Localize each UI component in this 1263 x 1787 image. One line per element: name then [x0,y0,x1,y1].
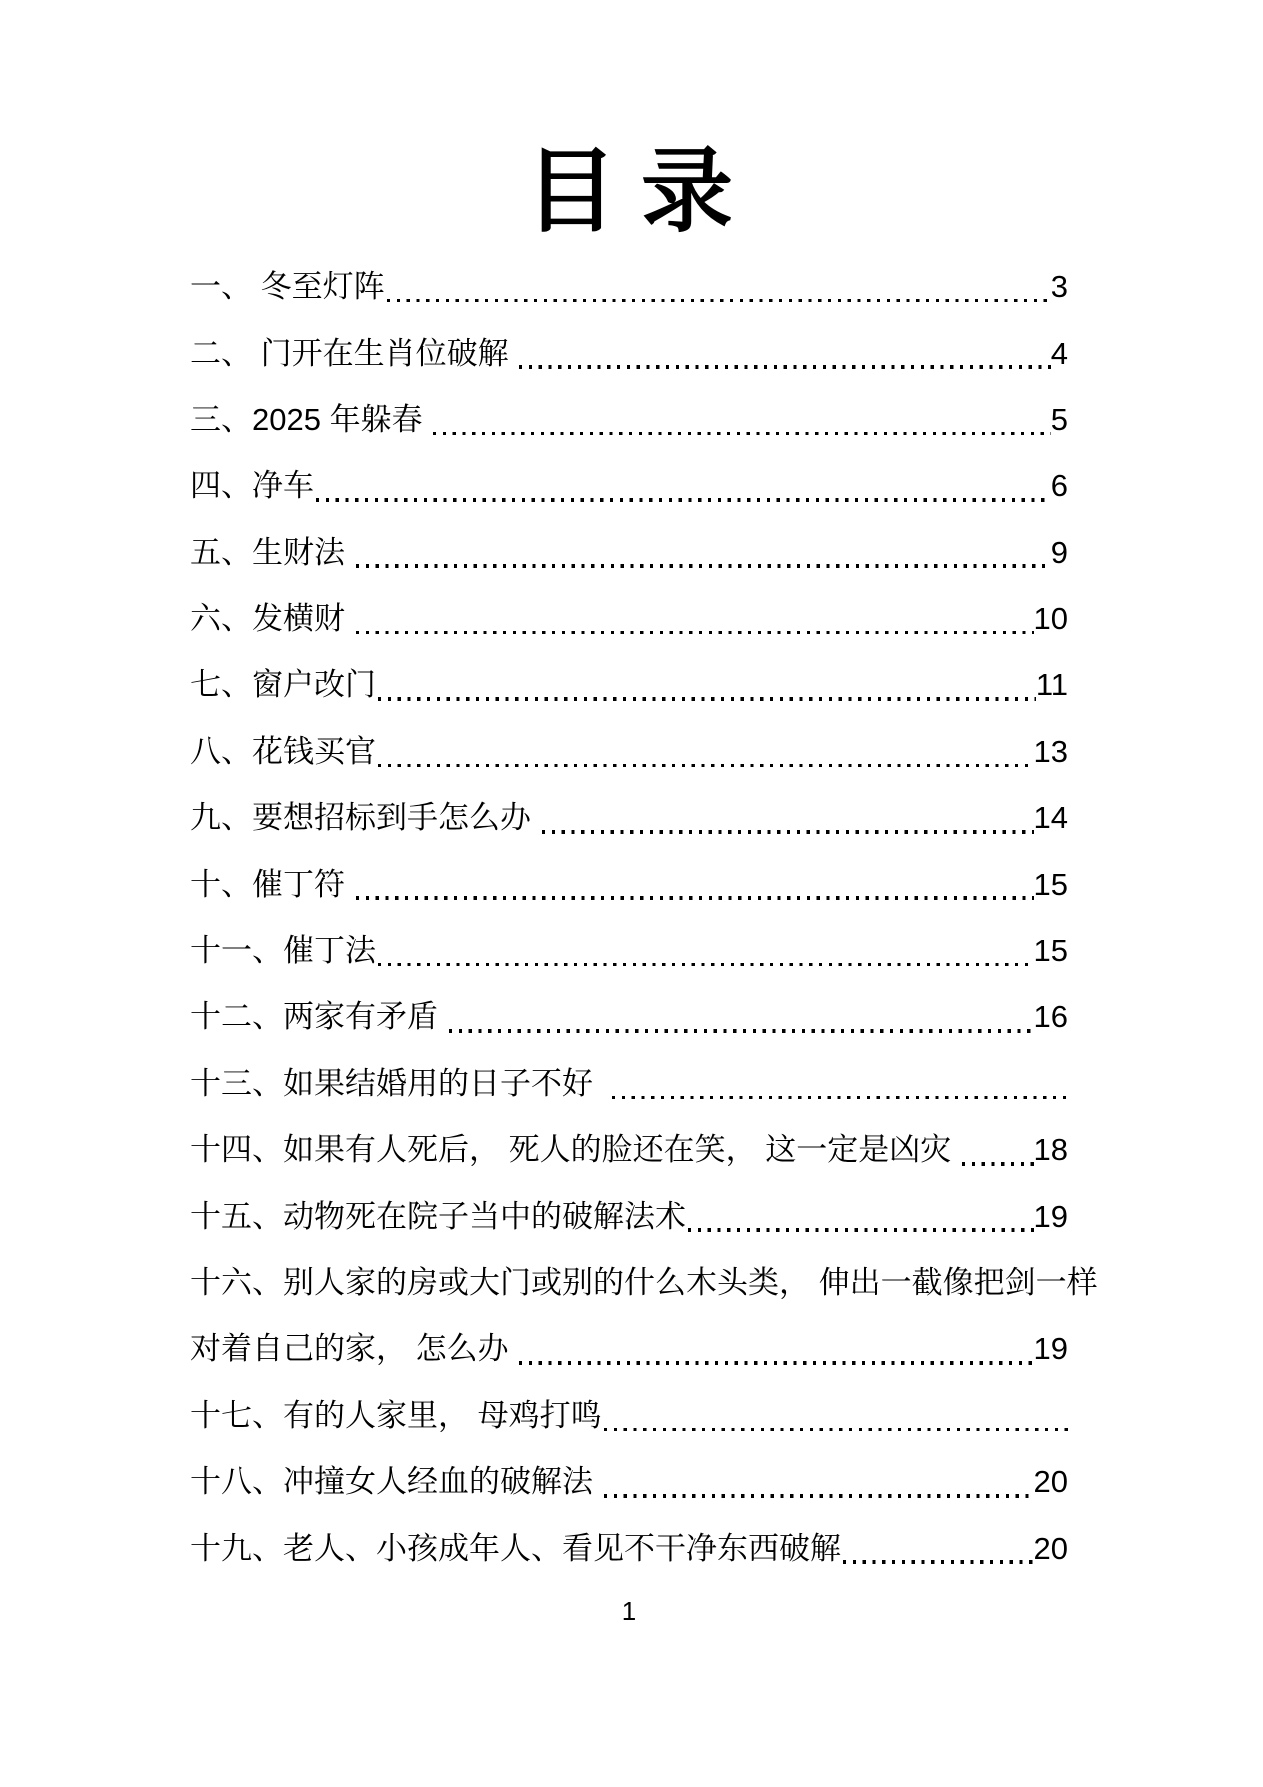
toc-leader-dots [387,299,1051,303]
toc-leader-dots [843,1560,1034,1564]
toc-entry [190,1250,1098,1316]
toc-entry-label: 五、生财法 [190,534,354,570]
toc-page-number: 4 [1050,335,1068,371]
page-footer-number: 1 [621,1595,637,1626]
toc-leader-dots [433,432,1051,436]
toc-entry-label: 三、2025 年躲春 [190,401,432,437]
toc-leader-dots [962,1162,1034,1166]
toc-page-number: 15 [1033,866,1068,902]
toc-entry-label: 二、 门开在生肖位破解 [190,335,518,371]
toc-entry [190,1051,1068,1117]
toc-entry-label: 九、要想招标到手怎么办 [190,800,540,836]
toc-entry [190,1117,1068,1183]
toc-entry-label: 十六、别人家的房或大门或别的什么木头类， 伸出一截像把剑一样 [190,1265,1098,1300]
toc-entry [190,586,1068,652]
toc-leader-dots [604,1428,1068,1432]
toc-entry-label: 一、 冬至灯阵 [190,269,385,305]
toc-leader-dots [604,1494,1034,1498]
toc-entry-label: 十九、老人、小孩成年人、看见不干净东西破解 [190,1530,841,1566]
toc-leader-dots [688,1228,1034,1232]
toc-entry-label: 对着自己的家， 怎么办 [190,1331,518,1367]
toc-entry [190,1449,1068,1515]
toc-leader-dots [378,764,1034,768]
toc-entry [190,1515,1068,1581]
toc-page-number: 11 [1035,667,1068,703]
toc-entry [190,320,1068,386]
toc-page-number: 16 [1033,999,1068,1035]
toc-entry-label: 十七、有的人家里， 母鸡打鸣 [190,1397,602,1433]
toc-page-number: 18 [1033,1132,1068,1168]
toc-entry [190,852,1068,918]
toc-entry-label: 十、催丁符 [190,866,354,902]
toc-entry-label: 七、窗户改门 [190,667,376,703]
toc-entry-label: 四、净车 [190,468,314,504]
toc-page-number: 5 [1050,401,1068,437]
toc-entry [190,719,1068,785]
toc-leader-dots [612,1096,1068,1100]
toc-entry [190,1383,1068,1449]
toc-page-number: 15 [1033,933,1068,969]
toc-entry [190,984,1068,1050]
toc-entry-label: 十三、如果结婚用的日子不好 [190,1065,611,1101]
toc-entry [190,254,1068,320]
toc-page-number: 13 [1033,733,1068,769]
toc-page-number: 19 [1033,1198,1068,1234]
toc-entry-label: 十五、动物死在院子当中的破解法术 [190,1198,686,1234]
toc-leader-dots [356,564,1051,568]
toc-leader-dots [378,697,1036,701]
toc-page-number: 19 [1033,1331,1068,1367]
toc-leader-dots [356,631,1034,635]
toc-leader-dots [316,498,1051,502]
toc-entry-label: 六、发横财 [190,601,354,637]
toc-page-number: 20 [1033,1464,1068,1500]
toc-entry-label: 十八、冲撞女人经血的破解法 [190,1464,602,1500]
toc-page-number: 14 [1033,800,1068,836]
toc-entry [190,1316,1068,1382]
toc-leader-dots [519,1361,1033,1365]
toc-page-number: 3 [1050,269,1068,305]
toc-page-number: 9 [1050,534,1068,570]
toc-entry-label: 八、花钱买官 [190,733,376,769]
toc-leader-dots [542,830,1034,834]
toc-entry-label: 十二、两家有矛盾 [190,999,447,1035]
toc-entry [190,918,1068,984]
toc-entry [190,785,1068,851]
toc-entry-label: 十一、催丁法 [190,933,376,969]
toc-entry-label: 十四、如果有人死后， 死人的脸还在笑， 这一定是凶灾 [190,1132,960,1168]
toc-entry [190,652,1068,718]
toc-entry [190,387,1068,453]
toc-entry [190,453,1068,519]
toc-leader-dots [519,365,1051,369]
toc-entry [190,1183,1068,1249]
toc-leader-dots [378,963,1034,967]
toc-leader-dots [449,1029,1034,1033]
toc-entry [190,520,1068,586]
toc-list [190,254,1098,1582]
toc-page-number: 20 [1033,1530,1068,1566]
toc-page-number: 6 [1050,468,1068,504]
toc-page-number: 10 [1033,601,1068,637]
toc-leader-dots [356,896,1034,900]
page-title: 目录 [524,141,757,243]
